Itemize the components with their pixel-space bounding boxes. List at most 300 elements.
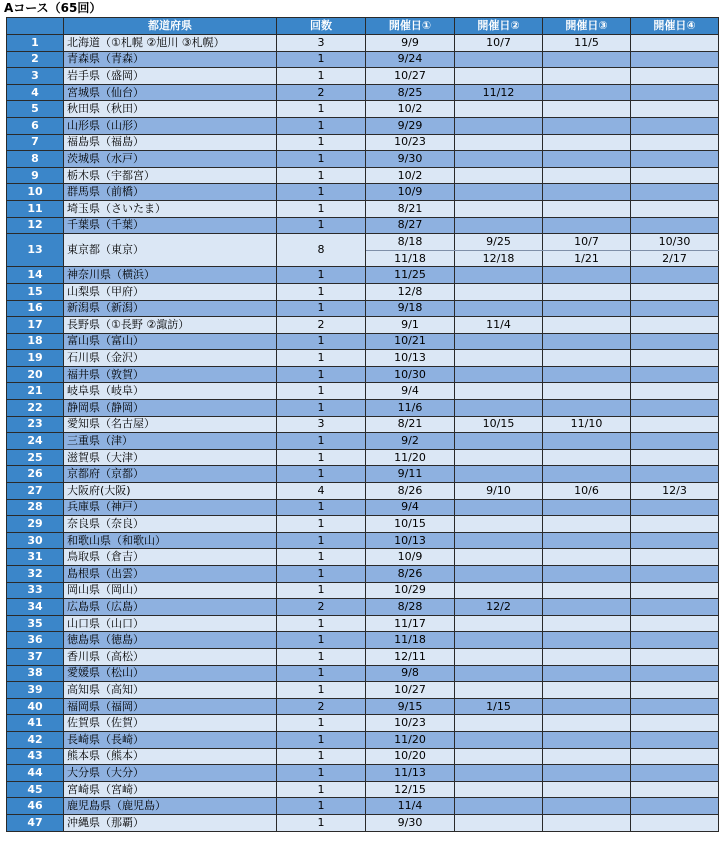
count-cell: 1 [277,648,366,665]
count-cell: 1 [277,366,366,383]
prefecture-cell: 秋田県（秋田） [64,101,277,118]
date-4-cell [631,35,719,52]
table-row [7,217,719,234]
table-row [7,84,719,101]
count-cell: 1 [277,333,366,350]
date-4-cell [631,68,719,85]
row-number: 44 [7,765,64,782]
prefecture-cell: 徳島県（徳島） [64,632,277,649]
prefecture-cell: 滋賀県（大津） [64,449,277,466]
date-3-cell [543,615,631,632]
date-4-cell [631,167,719,184]
date-4-cell [631,682,719,699]
table-row [7,549,719,566]
date-3-cell [543,400,631,417]
table-row [7,731,719,748]
count-cell: 1 [277,134,366,151]
date-1-cell: 9/1 [366,317,455,334]
row-number: 3 [7,68,64,85]
date-3-cell [543,632,631,649]
count-cell: 1 [277,549,366,566]
date-3-cell [543,184,631,201]
date-3-cell [543,765,631,782]
prefecture-cell: 山形県（山形） [64,117,277,134]
row-number: 27 [7,483,64,500]
date-1-cell: 8/27 [366,217,455,234]
date-4-cell [631,648,719,665]
date-3-cell [543,134,631,151]
row-number: 19 [7,350,64,367]
count-cell: 1 [277,117,366,134]
date-2-cell [455,731,543,748]
table-row [7,715,719,732]
date-4-cell: 12/3 [631,483,719,500]
date-3-cell [543,366,631,383]
count-cell: 1 [277,167,366,184]
prefecture-cell: 石川県（金沢） [64,350,277,367]
date-3-cell [543,101,631,118]
prefecture-cell: 福井県（敦賀） [64,366,277,383]
prefecture-cell: 神奈川県（横浜） [64,267,277,284]
table-row [7,449,719,466]
date-1-cell: 9/24 [366,51,455,68]
table-row [7,184,719,201]
table-row [7,466,719,483]
table-row [7,400,719,417]
date-4-cell [631,516,719,533]
prefecture-cell: 栃木県（宇都宮） [64,167,277,184]
date-1-cell: 10/13 [366,350,455,367]
date-1-cell: 10/9 [366,549,455,566]
date-2-cell [455,267,543,284]
count-cell: 2 [277,599,366,616]
count-cell: 3 [277,416,366,433]
date-2-cell [455,814,543,831]
date-3-cell [543,665,631,682]
table-row [7,648,719,665]
table-row [7,200,719,217]
date-3-cell [543,68,631,85]
date-3-cell [543,798,631,815]
date-3-cell [543,283,631,300]
row-number: 39 [7,682,64,699]
prefecture-cell: 兵庫県（神戸） [64,499,277,516]
date-4-cell [631,532,719,549]
prefecture-cell: 高知県（高知） [64,682,277,699]
count-cell: 1 [277,715,366,732]
row-number: 8 [7,151,64,168]
row-number: 18 [7,333,64,350]
date-1-cell: 10/23 [366,715,455,732]
count-cell: 1 [277,632,366,649]
prefecture-cell: 長野県（①長野 ②諏訪） [64,317,277,334]
table-header-row [7,18,719,35]
date-3-cell [543,566,631,583]
count-cell: 1 [277,765,366,782]
date-1-cell: 9/4 [366,499,455,516]
date-2-cell [455,383,543,400]
row-number: 38 [7,665,64,682]
date-1-cell: 10/23 [366,134,455,151]
date-3-cell: 10/7 [543,234,631,251]
count-cell: 1 [277,731,366,748]
count-cell: 1 [277,682,366,699]
date-1-cell: 10/27 [366,68,455,85]
date-3-cell [543,350,631,367]
table-row [7,283,719,300]
row-number: 41 [7,715,64,732]
date-1-cell: 9/4 [366,383,455,400]
date-3-cell [543,499,631,516]
row-number: 24 [7,433,64,450]
date-1-cell: 8/18 [366,234,455,251]
date-3-cell [543,267,631,284]
prefecture-cell: 宮崎県（宮崎） [64,781,277,798]
table-row [7,101,719,118]
prefecture-cell: 京都府（京都） [64,466,277,483]
date-2-cell [455,715,543,732]
table-row [7,483,719,500]
table-row [7,615,719,632]
prefecture-cell: 島根県（出雲） [64,566,277,583]
row-number: 12 [7,217,64,234]
date-3-cell [543,51,631,68]
table-row [7,798,719,815]
date-2-cell [455,283,543,300]
table-row [7,516,719,533]
header-count: 回数 [277,18,366,35]
row-number: 2 [7,51,64,68]
date-1-cell: 9/15 [366,698,455,715]
row-number: 6 [7,117,64,134]
date-4-cell [631,499,719,516]
count-cell: 1 [277,151,366,168]
row-number: 22 [7,400,64,417]
date-1-cell: 12/11 [366,648,455,665]
row-number: 35 [7,615,64,632]
header-date-3: 開催日③ [543,18,631,35]
date-2-cell [455,433,543,450]
date-2-cell [455,151,543,168]
date-2-cell [455,648,543,665]
date-4-cell [631,300,719,317]
date-1-cell: 11/4 [366,798,455,815]
table-row [7,234,719,251]
date-4-cell [631,433,719,450]
count-cell: 1 [277,665,366,682]
date-3-cell [543,781,631,798]
date-1-cell: 10/15 [366,516,455,533]
date-4-cell [631,798,719,815]
date-3-cell [543,549,631,566]
count-cell: 1 [277,267,366,284]
date-2-cell [455,333,543,350]
date-4-cell [631,366,719,383]
date-2-cell [455,51,543,68]
row-number: 29 [7,516,64,533]
count-cell: 1 [277,532,366,549]
table-row [7,665,719,682]
date-3-cell [543,84,631,101]
count-cell: 1 [277,615,366,632]
row-number: 11 [7,200,64,217]
date-3-cell [543,698,631,715]
header-date-4: 開催日④ [631,18,719,35]
prefecture-cell: 福岡県（福岡） [64,698,277,715]
date-3-cell [543,599,631,616]
table-row [7,333,719,350]
date-2-cell [455,449,543,466]
prefecture-cell: 大阪府(大阪) [64,483,277,500]
table-row [7,267,719,284]
row-number: 10 [7,184,64,201]
prefecture-cell: 愛知県（名古屋） [64,416,277,433]
date-1-cell: 10/2 [366,167,455,184]
date-4-cell [631,51,719,68]
schedule-table [6,17,719,832]
date-2-cell [455,582,543,599]
count-cell: 1 [277,217,366,234]
row-number: 20 [7,366,64,383]
date-1-cell: 10/29 [366,582,455,599]
date-3-cell [543,167,631,184]
table-row [7,582,719,599]
table-row [7,599,719,616]
table-row [7,632,719,649]
date-2-cell [455,200,543,217]
date-2-cell [455,615,543,632]
date-3-cell [543,648,631,665]
row-number: 21 [7,383,64,400]
date-1-cell: 9/30 [366,814,455,831]
page-title: Aコース（65回） [4,1,102,15]
date-2-cell [455,300,543,317]
date-1-cell: 8/25 [366,84,455,101]
table-row [7,814,719,831]
date-4-cell [631,333,719,350]
row-number: 5 [7,101,64,118]
date-4-cell [631,200,719,217]
count-cell: 1 [277,51,366,68]
table-row [7,134,719,151]
date-3-cell: 11/10 [543,416,631,433]
count-cell: 1 [277,516,366,533]
date-2-cell [455,682,543,699]
date-1-cell: 11/25 [366,267,455,284]
table-row [7,416,719,433]
count-cell: 2 [277,317,366,334]
date-1-extra-cell: 11/18 [366,250,455,267]
date-3-cell [543,117,631,134]
count-cell: 4 [277,483,366,500]
date-2-cell: 11/12 [455,84,543,101]
count-cell: 1 [277,449,366,466]
prefecture-cell: 千葉県（千葉） [64,217,277,234]
date-2-cell [455,366,543,383]
table-row [7,317,719,334]
date-2-extra-cell: 12/18 [455,250,543,267]
date-2-cell [455,781,543,798]
prefecture-cell: 富山県（富山） [64,333,277,350]
row-number: 9 [7,167,64,184]
date-2-cell [455,665,543,682]
date-1-cell: 9/29 [366,117,455,134]
count-cell: 1 [277,499,366,516]
table-row [7,433,719,450]
date-4-cell [631,748,719,765]
date-3-cell [543,682,631,699]
date-4-cell [631,698,719,715]
table-row [7,698,719,715]
row-number: 37 [7,648,64,665]
table-row [7,35,719,52]
date-1-cell: 10/30 [366,366,455,383]
date-4-cell [631,582,719,599]
date-2-cell [455,516,543,533]
prefecture-cell: 鳥取県（倉吉） [64,549,277,566]
date-1-cell: 9/8 [366,665,455,682]
date-3-cell [543,383,631,400]
prefecture-cell: 岡山県（岡山） [64,582,277,599]
date-2-cell: 12/2 [455,599,543,616]
row-number: 23 [7,416,64,433]
row-number: 33 [7,582,64,599]
date-2-cell [455,167,543,184]
date-4-cell: 10/30 [631,234,719,251]
date-4-cell [631,217,719,234]
row-number: 32 [7,566,64,583]
prefecture-cell: 鹿児島県（鹿児島） [64,798,277,815]
count-cell: 1 [277,433,366,450]
row-number: 46 [7,798,64,815]
date-3-cell [543,814,631,831]
row-number: 7 [7,134,64,151]
date-4-cell [631,615,719,632]
prefecture-cell: 岐阜県（岐阜） [64,383,277,400]
date-4-cell [631,781,719,798]
date-4-cell [631,283,719,300]
date-1-cell: 11/13 [366,765,455,782]
prefecture-cell: 静岡県（静岡） [64,400,277,417]
prefecture-cell: 佐賀県（佐賀） [64,715,277,732]
date-1-cell: 10/21 [366,333,455,350]
date-3-cell [543,151,631,168]
row-number: 31 [7,549,64,566]
date-4-cell [631,665,719,682]
date-1-cell: 9/9 [366,35,455,52]
prefecture-cell: 北海道（①札幌 ②旭川 ③札幌） [64,35,277,52]
count-cell: 1 [277,383,366,400]
date-2-cell: 11/4 [455,317,543,334]
count-cell: 1 [277,781,366,798]
row-number: 40 [7,698,64,715]
count-cell: 1 [277,814,366,831]
prefecture-cell: 埼玉県（さいたま） [64,200,277,217]
date-3-cell [543,748,631,765]
prefecture-cell: 香川県（高松） [64,648,277,665]
count-cell: 1 [277,566,366,583]
date-3-extra-cell: 1/21 [543,250,631,267]
table-row [7,748,719,765]
date-4-cell [631,317,719,334]
date-4-cell [631,765,719,782]
date-1-cell: 8/28 [366,599,455,616]
header-date-1: 開催日① [366,18,455,35]
table-row [7,366,719,383]
date-4-cell [631,632,719,649]
date-2-cell [455,400,543,417]
date-4-cell [631,350,719,367]
date-4-cell [631,731,719,748]
table-row [7,566,719,583]
date-1-cell: 10/2 [366,101,455,118]
date-4-cell [631,466,719,483]
date-3-cell [543,217,631,234]
date-3-cell: 11/5 [543,35,631,52]
date-4-cell [631,383,719,400]
date-3-cell [543,532,631,549]
date-3-cell [543,200,631,217]
date-4-cell [631,400,719,417]
prefecture-cell: 愛媛県（松山） [64,665,277,682]
date-4-cell [631,151,719,168]
row-number: 13 [7,234,64,267]
table-row [7,300,719,317]
date-1-cell: 11/17 [366,615,455,632]
row-number: 17 [7,317,64,334]
date-1-cell: 10/13 [366,532,455,549]
prefecture-cell: 熊本県（熊本） [64,748,277,765]
count-cell: 1 [277,400,366,417]
date-2-cell [455,566,543,583]
row-number: 1 [7,35,64,52]
date-2-cell [455,217,543,234]
date-1-cell: 12/8 [366,283,455,300]
date-4-cell [631,566,719,583]
row-number: 14 [7,267,64,284]
count-cell: 8 [277,234,366,267]
date-4-cell [631,184,719,201]
count-cell: 1 [277,300,366,317]
date-4-cell [631,134,719,151]
date-4-cell [631,117,719,134]
prefecture-cell: 福島県（福島） [64,134,277,151]
date-3-cell [543,466,631,483]
count-cell: 1 [277,68,366,85]
date-2-cell: 10/7 [455,35,543,52]
date-2-cell [455,350,543,367]
count-cell: 2 [277,84,366,101]
date-3-cell [543,433,631,450]
table-body [7,35,719,832]
date-4-cell [631,267,719,284]
header-no [7,18,64,35]
date-2-cell [455,68,543,85]
date-1-cell: 11/20 [366,449,455,466]
count-cell: 1 [277,582,366,599]
date-2-cell [455,748,543,765]
date-1-cell: 8/21 [366,416,455,433]
date-2-cell [455,466,543,483]
date-2-cell: 1/15 [455,698,543,715]
date-3-cell [543,317,631,334]
date-2-cell: 10/15 [455,416,543,433]
table-row [7,167,719,184]
date-1-cell: 8/26 [366,483,455,500]
date-4-cell [631,814,719,831]
table-row [7,350,719,367]
date-2-cell [455,765,543,782]
